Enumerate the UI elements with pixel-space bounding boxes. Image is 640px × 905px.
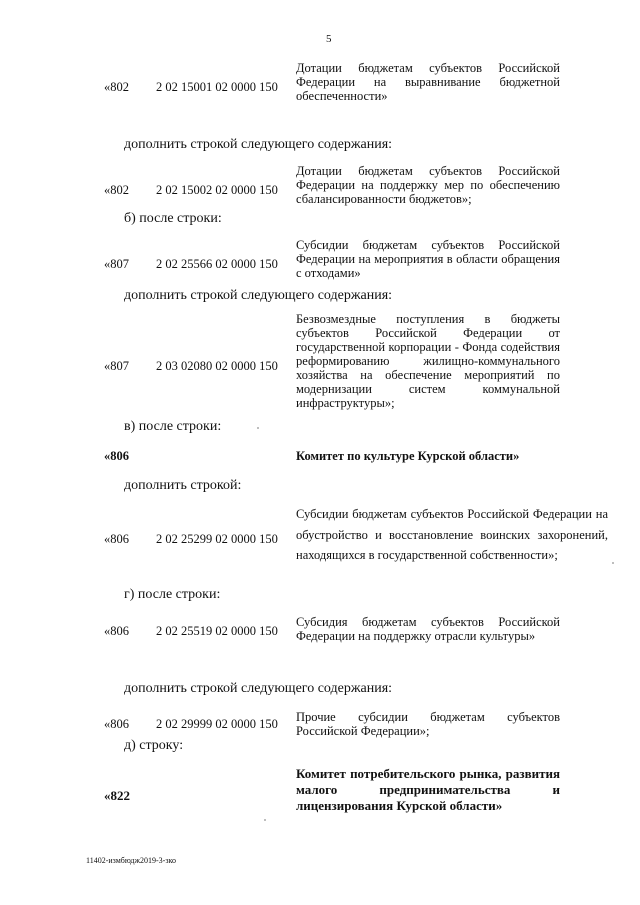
scan-speck (264, 819, 266, 821)
budget-code: 2 02 29999 02 0000 150 (156, 717, 278, 731)
scan-speck (257, 427, 259, 429)
instruction-text: г) после строки: (124, 587, 221, 602)
instruction-text: б) после строки: (124, 211, 222, 226)
admin-code: «822 (104, 788, 130, 803)
entry-description: Безвозмездные поступления в бюджеты субъектов Российской Федерации от государственной корпорации - Фонда содействия реформированию жилищно-коммунального хозяйства на обеспечение мероприятий по модернизации систем коммунальной инфраструктуры»; (296, 312, 560, 410)
budget-code: 2 02 15001 02 0000 150 (156, 80, 278, 94)
admin-code: «806 (104, 532, 129, 546)
admin-code: «807 (104, 359, 129, 373)
admin-code: «802 (104, 80, 129, 94)
entry-description: Комитет по культуре Курской области» (296, 449, 520, 463)
page-number: 5 (326, 33, 332, 45)
admin-code: «806 (104, 717, 129, 731)
entry-description: Дотации бюджетам субъектов Российской Федерации на поддержку мер по обеспечению сбалансированности бюджетов»; (296, 164, 560, 206)
admin-code: «806 (104, 624, 129, 638)
scan-speck (612, 562, 614, 564)
instruction-text: дополнить строкой следующего содержания: (124, 288, 393, 303)
admin-code: «807 (104, 257, 129, 271)
entry-description: Субсидии бюджетам субъектов Российской Федерации на мероприятия в области обращения с отходами» (296, 238, 560, 280)
instruction-text: в) после строки: (124, 419, 222, 434)
entry-description: Прочие субсидии бюджетам субъектов Российской Федерации»; (296, 710, 560, 738)
budget-code: 2 02 25566 02 0000 150 (156, 257, 278, 271)
instruction-text: дополнить строкой следующего содержания: (124, 681, 393, 696)
admin-code: «802 (104, 183, 129, 197)
budget-code: 2 02 15002 02 0000 150 (156, 183, 278, 197)
entry-description: Комитет потребительского рынка, развития малого предпринимательства и лицензирования Курской области» (296, 766, 560, 813)
admin-code: «806 (104, 449, 129, 463)
instruction-text: дополнить строкой: (124, 478, 242, 493)
instruction-text: д) строку: (124, 738, 184, 753)
footer-filename: 11402-измбюдж2019-3-зко (86, 856, 176, 865)
instruction-text: дополнить строкой следующего содержания: (124, 137, 393, 152)
budget-code: 2 02 25299 02 0000 150 (156, 532, 278, 546)
entry-description: Субсидия бюджетам субъектов Российской Федерации на поддержку отрасли культуры» (296, 615, 560, 643)
entry-description: Субсидии бюджетам субъектов Российской Федерации на обустройство и восстановление воинских захоронений, находящихся в государственной собственности»; (296, 507, 608, 562)
entry-description: Дотации бюджетам субъектов Российской Федерации на выравнивание бюджетной обеспеченности» (296, 61, 560, 103)
budget-code: 2 03 02080 02 0000 150 (156, 359, 278, 373)
budget-code: 2 02 25519 02 0000 150 (156, 624, 278, 638)
